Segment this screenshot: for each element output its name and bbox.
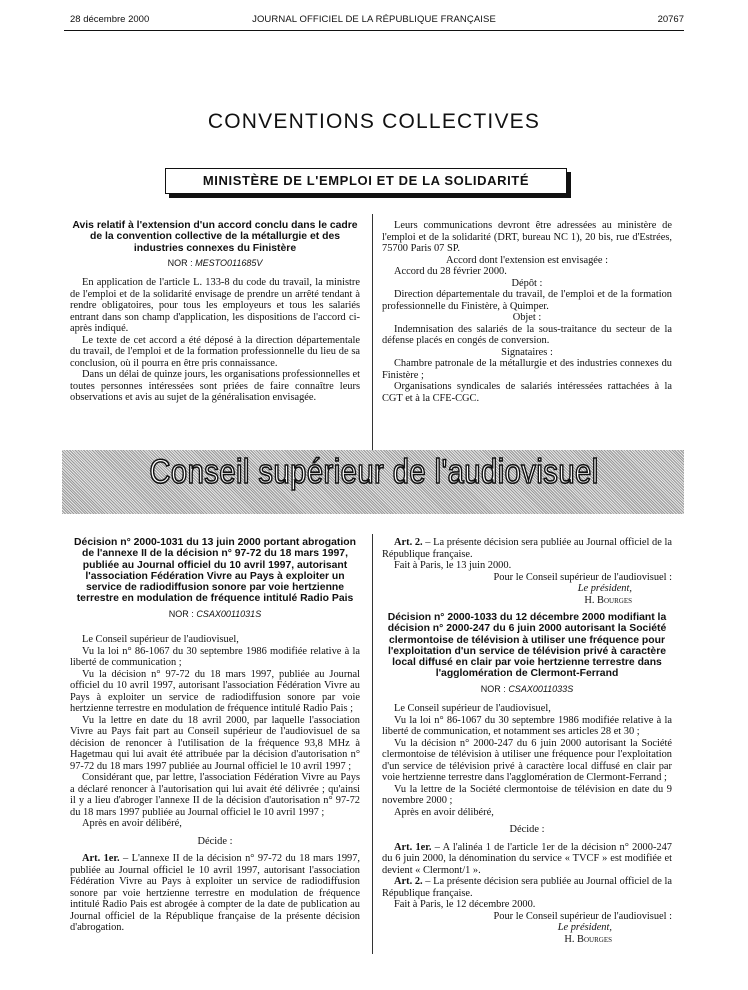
decision2-done: Fait à Paris, le 12 décembre 2000. — [394, 899, 536, 911]
nor-code: CSAX0011031S — [196, 608, 262, 619]
decision2-column — [382, 537, 672, 945]
section-title: CONVENTIONS COLLECTIVES — [207, 110, 541, 133]
ministry-box: MINISTÈRE DE L'EMPLOI ET DE LA SOLIDARITÉ — [165, 168, 567, 194]
decision1-done: Fait à Paris, le 13 juin 2000. — [394, 560, 512, 571]
decision1-decide: Décide : — [197, 835, 233, 847]
signature-for: Pour le Conseil supérieur de l'audiovisuel : — [493, 910, 672, 922]
decision1-article1 — [70, 853, 360, 934]
decision2-article2 — [382, 876, 672, 899]
avis-paragraph: Chambre patronale de la métallurgie et des industries connexes du Finistère ; — [382, 358, 672, 381]
decision2-paragraph: Vu la lettre de la Société clermontoise de télévision en date du 9 novembre 2000 ; — [382, 783, 672, 807]
decision2-title: Décision n° 2000-1033 du 12 décembre 2000 modifiant la décision n° 2000-247 du 6 juin 2000 autorisant la Société clermontoise de télévision à utiliser une fréquence pour l'exploitation d'un service de télévision privé à caractère local diffusé en clair par voie hertzienne terrestre dans l'agglomération de Clermont-Ferrand — [387, 612, 667, 680]
header-rule — [64, 30, 684, 31]
signature-name: H. Bourges — [564, 933, 612, 945]
avis-paragraph: Organisations syndicales de salariés intéressées rattachées à la CGT et à la CFE-CGC. — [382, 381, 672, 404]
decision2-paragraph: Vu la loi n° 86-1067 du 30 septembre 1986 modifiée relative à la liberté de communication, et notamment ses articles 28 et 30 ; — [382, 714, 672, 738]
decision2-decide: Décide : — [509, 824, 545, 836]
avis-paragraph: Leurs communications devront être adressées au ministère de l'emploi et de la solidarité (DRT, bureau NC 1), 20 bis, rue d'Estrées, 75700 Paris 07 SP. — [382, 220, 672, 254]
decision2-article1 — [382, 842, 672, 877]
avis-paragraph: Dans un délai de quinze jours, les organisations professionnelles et toutes personnes intéressées sont priées de faire connaître leurs observations et avis au sujet de la généralisation envisagée. — [70, 369, 360, 404]
nor-label: NOR : — [168, 608, 194, 619]
decision1-paragraph: Considérant que, par lettre, l'association Fédération Vivre au Pays a déclaré renoncer à l'autorisation qui lui avait été délivrée ; qu'ainsi il y a lieu d'abroger l'annexe II de la décision d'autorisation n° 97-72 du 18 mars 1997 publiée au Journal officiel le 10 avril 1997 ; — [70, 772, 360, 818]
decision1-paragraph: Vu la lettre en date du 18 avril 2000, par laquelle l'association Vivre au Pays fait part au Conseil supérieur de l'audiovisuel de sa décision de renoncer à l'utilisation de la fréquence 93,8 MHz à Hagetmau qui lui avait été attribuée par la décision d'autorisation n° 97-72 du 18 mars 1997 publiée au Journal officiel le 10 avril 1997 ; — [70, 714, 360, 772]
avis-paragraph: Accord du 28 février 2000. — [394, 266, 507, 277]
decision2-paragraph: Vu la décision n° 2000-247 du 6 juin 2000 autorisant la Société clermontoise de télévision à utiliser une fréquence pour l'exploitation d'un service de télévision privé à caractère local diffusé en clair par voie hertzienne terrestre dans l'agglomération de Clermont-Ferrand ; — [382, 737, 672, 784]
avis-subheading: Signataires : — [501, 346, 553, 358]
decision2-nor — [382, 684, 672, 696]
column-divider — [372, 214, 373, 469]
signature-role: Le président, — [557, 922, 612, 934]
article-text: – La présente décision sera publiée au Journal officiel de la République française. — [382, 537, 672, 560]
signature-role: Le président, — [577, 583, 632, 594]
signature-for: Pour le Conseil supérieur de l'audiovisuel : — [493, 571, 672, 583]
decision1-column — [70, 537, 360, 934]
avis-paragraph: Le texte de cet accord a été déposé à la direction départementale du travail, de l'emploi et de la formation professionnelle du lieu de sa conclusion, où il pourra en être pris connaissance. — [70, 334, 360, 369]
column-divider — [372, 534, 373, 954]
decision1-article2 — [382, 537, 672, 560]
csa-banner-title: Conseil supérieur de l'audiovisuel — [149, 453, 599, 491]
nor-label: NOR : — [480, 683, 506, 694]
decision2-signature — [382, 911, 672, 946]
article-label: Art. 1er. — [394, 841, 432, 853]
avis-title: Avis relatif à l'extension d'un accord conclu dans le cadre de la convention collective de la métallurgie et des industries connexes du Finistère — [72, 220, 358, 254]
avis-paragraph: En application de l'article L. 133-8 du code du travail, la ministre de l'emploi et de la solidarité envisage de prendre un arrêté tendant à rendre obligatoires, pour tous les employeurs et tous les salariés entrant dans son champ d'application, les dispositions de l'accord ci-après indiqué. — [70, 277, 360, 335]
decision1-paragraph: Vu la décision n° 97-72 du 18 mars 1997, publiée au Journal officiel du 10 avril 1997, autorisant l'association Fédération Vivre au Pays à exploiter un service de radiodiffusion sonore par voie hertzienne terrestre en modulation de fréquence intitulé Radio Pais ; — [70, 668, 360, 715]
decision2-paragraph: Après en avoir délibéré, — [394, 806, 494, 818]
avis-subheading: Accord dont l'extension est envisagée : — [445, 254, 608, 266]
avis-paragraph: Indemnisation des salariés de la sous-traitance du secteur de la défense placés en congés de conversion. — [382, 323, 672, 346]
decision1-paragraph: Le Conseil supérieur de l'audiovisuel, — [82, 634, 239, 646]
signature-name: H. Bourges — [584, 594, 632, 606]
article-label: Art. 2. — [394, 537, 423, 548]
decision1-paragraph: Vu la loi n° 86-1067 du 30 septembre 1986 modifiée relative à la liberté de communication ; — [70, 645, 360, 669]
nor-code: MESTO011685V — [195, 257, 263, 268]
header-page-number: 20767 — [657, 14, 684, 25]
decision1-paragraph: Après en avoir délibéré, — [82, 818, 182, 830]
header-journal-title: JOURNAL OFFICIEL DE LA RÉPUBLIQUE FRANÇAISE — [252, 14, 496, 25]
decision1-nor — [70, 609, 360, 621]
avis-subheading: Dépôt : — [511, 277, 543, 289]
nor-code: CSAX0011033S — [508, 683, 574, 694]
nor-label: NOR : — [167, 257, 193, 268]
avis-right-column — [382, 220, 672, 404]
avis-nor — [70, 258, 360, 270]
article-text: – L'annexe II de la décision n° 97-72 du 18 mars 1997, publiée au Journal officiel le 10 avril 1997, autorisant l'association Fédération Vivre au Pays à exploiter un service de radiodiffusion sonore par voie hertzienne terrestre en modulation de fréquence intitulé Radio Pais est abrogée à compter de la date de publication au Journal officiel de la République française de la présente décision d'abrogation. — [70, 853, 360, 934]
decision1-title: Décision n° 2000-1031 du 13 juin 2000 portant abrogation de l'annexe II de la décision n° 97-72 du 18 mars 1997, publiée au Journal officiel du 10 avril 1997, autorisant l'association Fédération Vivre au Pays à exploiter un service de radiodiffusion sonore par voie hertzienne terrestre en modulation de fréquence intitulé Radio Pais — [74, 537, 356, 605]
avis-paragraph: Direction départementale du travail, de l'emploi et de la formation professionnelle du Finistère, à Quimper. — [382, 289, 672, 312]
article-text: – La présente décision sera publiée au Journal officiel de la République française. — [382, 876, 672, 899]
decision2-paragraph: Le Conseil supérieur de l'audiovisuel, — [394, 703, 551, 715]
article-label: Art. 2. — [394, 876, 423, 888]
decision1-signature — [382, 572, 672, 607]
article-label: Art. 1er. — [82, 853, 120, 865]
header-date: 28 décembre 2000 — [70, 14, 150, 25]
avis-subheading: Objet : — [512, 312, 542, 323]
article-text: – A l'alinéa 1 de l'article 1er de la décision n° 2000-247 du 6 juin 2000, la dénomination du service « TVCF » est modifiée et devient « Clermont/1 ». — [382, 841, 672, 876]
avis-left-column — [70, 220, 360, 404]
